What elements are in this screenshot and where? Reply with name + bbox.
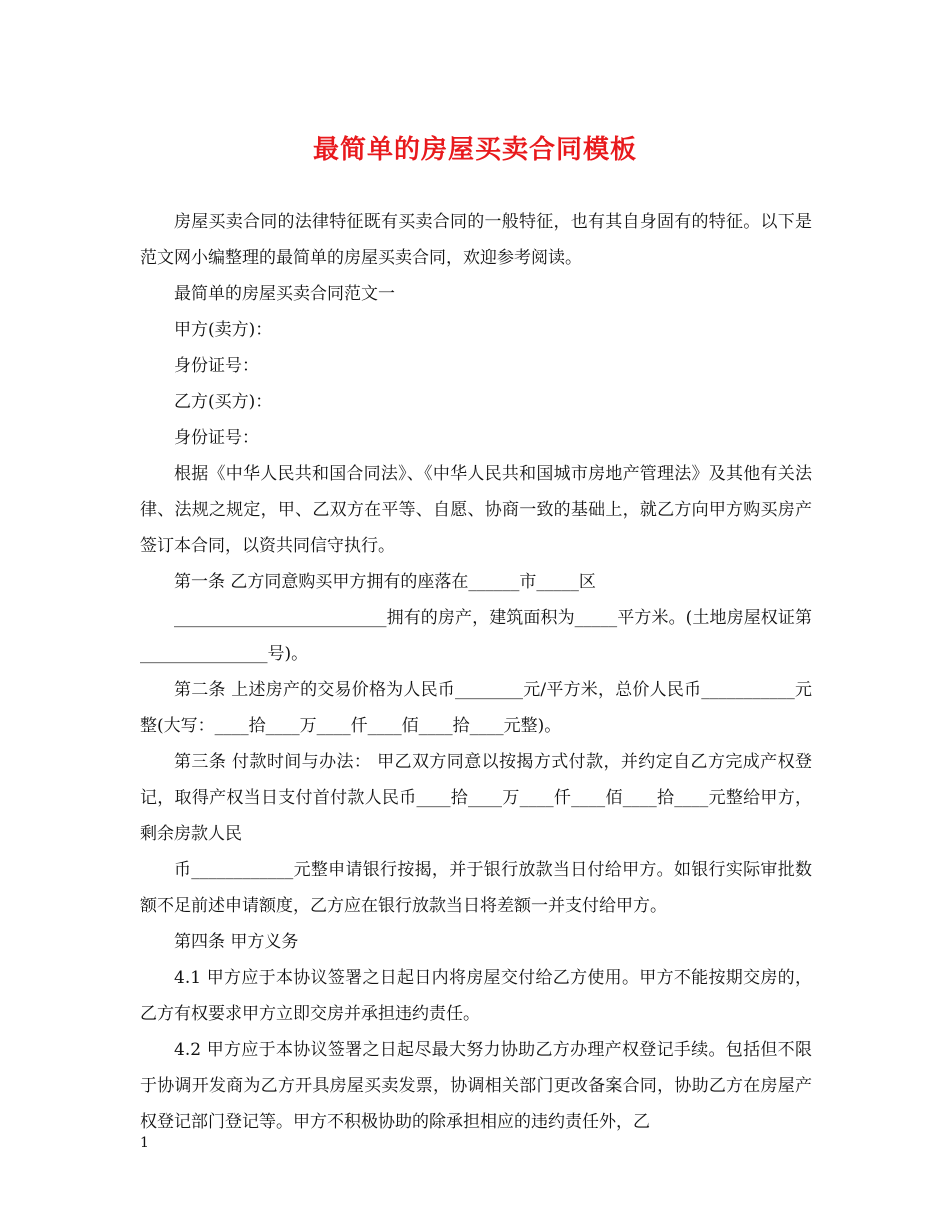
document-title: 最简单的房屋买卖合同模板 bbox=[312, 135, 637, 165]
paragraph-legal-basis: 根据《中华人民共和国合同法》、《中华人民共和国城市房地产管理法》及其他有关法律、法规之规定，甲、乙双方在平等、自愿、协商一致的基础上，就乙方向甲方购买房产签订本合同，以资共同信守执行。 bbox=[140, 464, 812, 556]
paragraph-article-4-1: 4.1 甲方应于本协议签署之日起日内将房屋交付给乙方使用。甲方不能按期交房的，乙方有权要求甲方立即交房并承担违约责任。 bbox=[140, 968, 812, 1024]
paragraph-article-2: 第二条 上述房产的交易价格为人民币________元/平方米，总价人民币___________元整(大写：____拾____万____仟____佰____拾____元整)。 bbox=[140, 680, 812, 736]
paragraph-party-a-id: 身份证号： bbox=[174, 356, 259, 376]
paragraph-party-b: 乙方(买方)： bbox=[174, 392, 273, 412]
paragraph-party-a: 甲方(卖方)： bbox=[174, 320, 273, 340]
paragraph-intro: 房屋买卖合同的法律特征既有买卖合同的一般特征，也有其自身固有的特征。以下是范文网小编整理的最简单的房屋买卖合同，欢迎参考阅读。 bbox=[140, 212, 812, 268]
page-number: 1 bbox=[140, 1135, 149, 1151]
paragraph-article-4: 第四条 甲方义务 bbox=[174, 932, 299, 952]
paragraph-article-4-2: 4.2 甲方应于本协议签署之日起尽最大努力协助乙方办理产权登记手续。包括但不限于协调开发商为乙方开具房屋买卖发票，协调相关部门更改备案合同，协助乙方在房屋产权登记部门登记等。甲方不积极协助的除承担相应的违约责任外，乙 bbox=[140, 1040, 812, 1132]
paragraph-article-1-cont: _________________________拥有的房产，建筑面积为_____平方米。(土地房屋权证第_______________号)。 bbox=[140, 608, 812, 664]
document-body bbox=[140, 204, 812, 1140]
paragraph-sample-heading: 最简单的房屋买卖合同范文一 bbox=[174, 284, 395, 304]
paragraph-article-1: 第一条 乙方同意购买甲方拥有的座落在______市_____区 bbox=[174, 572, 596, 592]
paragraph-party-b-id: 身份证号： bbox=[174, 428, 259, 448]
paragraph-article-3-cont: 币____________元整申请银行按揭，并于银行放款当日付给甲方。如银行实际审批数额不足前述申请额度，乙方应在银行放款当日将差额一并支付给甲方。 bbox=[140, 860, 812, 916]
paragraph-article-3: 第三条 付款时间与办法： 甲乙双方同意以按揭方式付款，并约定自乙方完成产权登记，取得产权当日支付首付款人民币____拾____万____仟____佰____拾____元整给甲方，剩余房款人民 bbox=[140, 752, 812, 844]
